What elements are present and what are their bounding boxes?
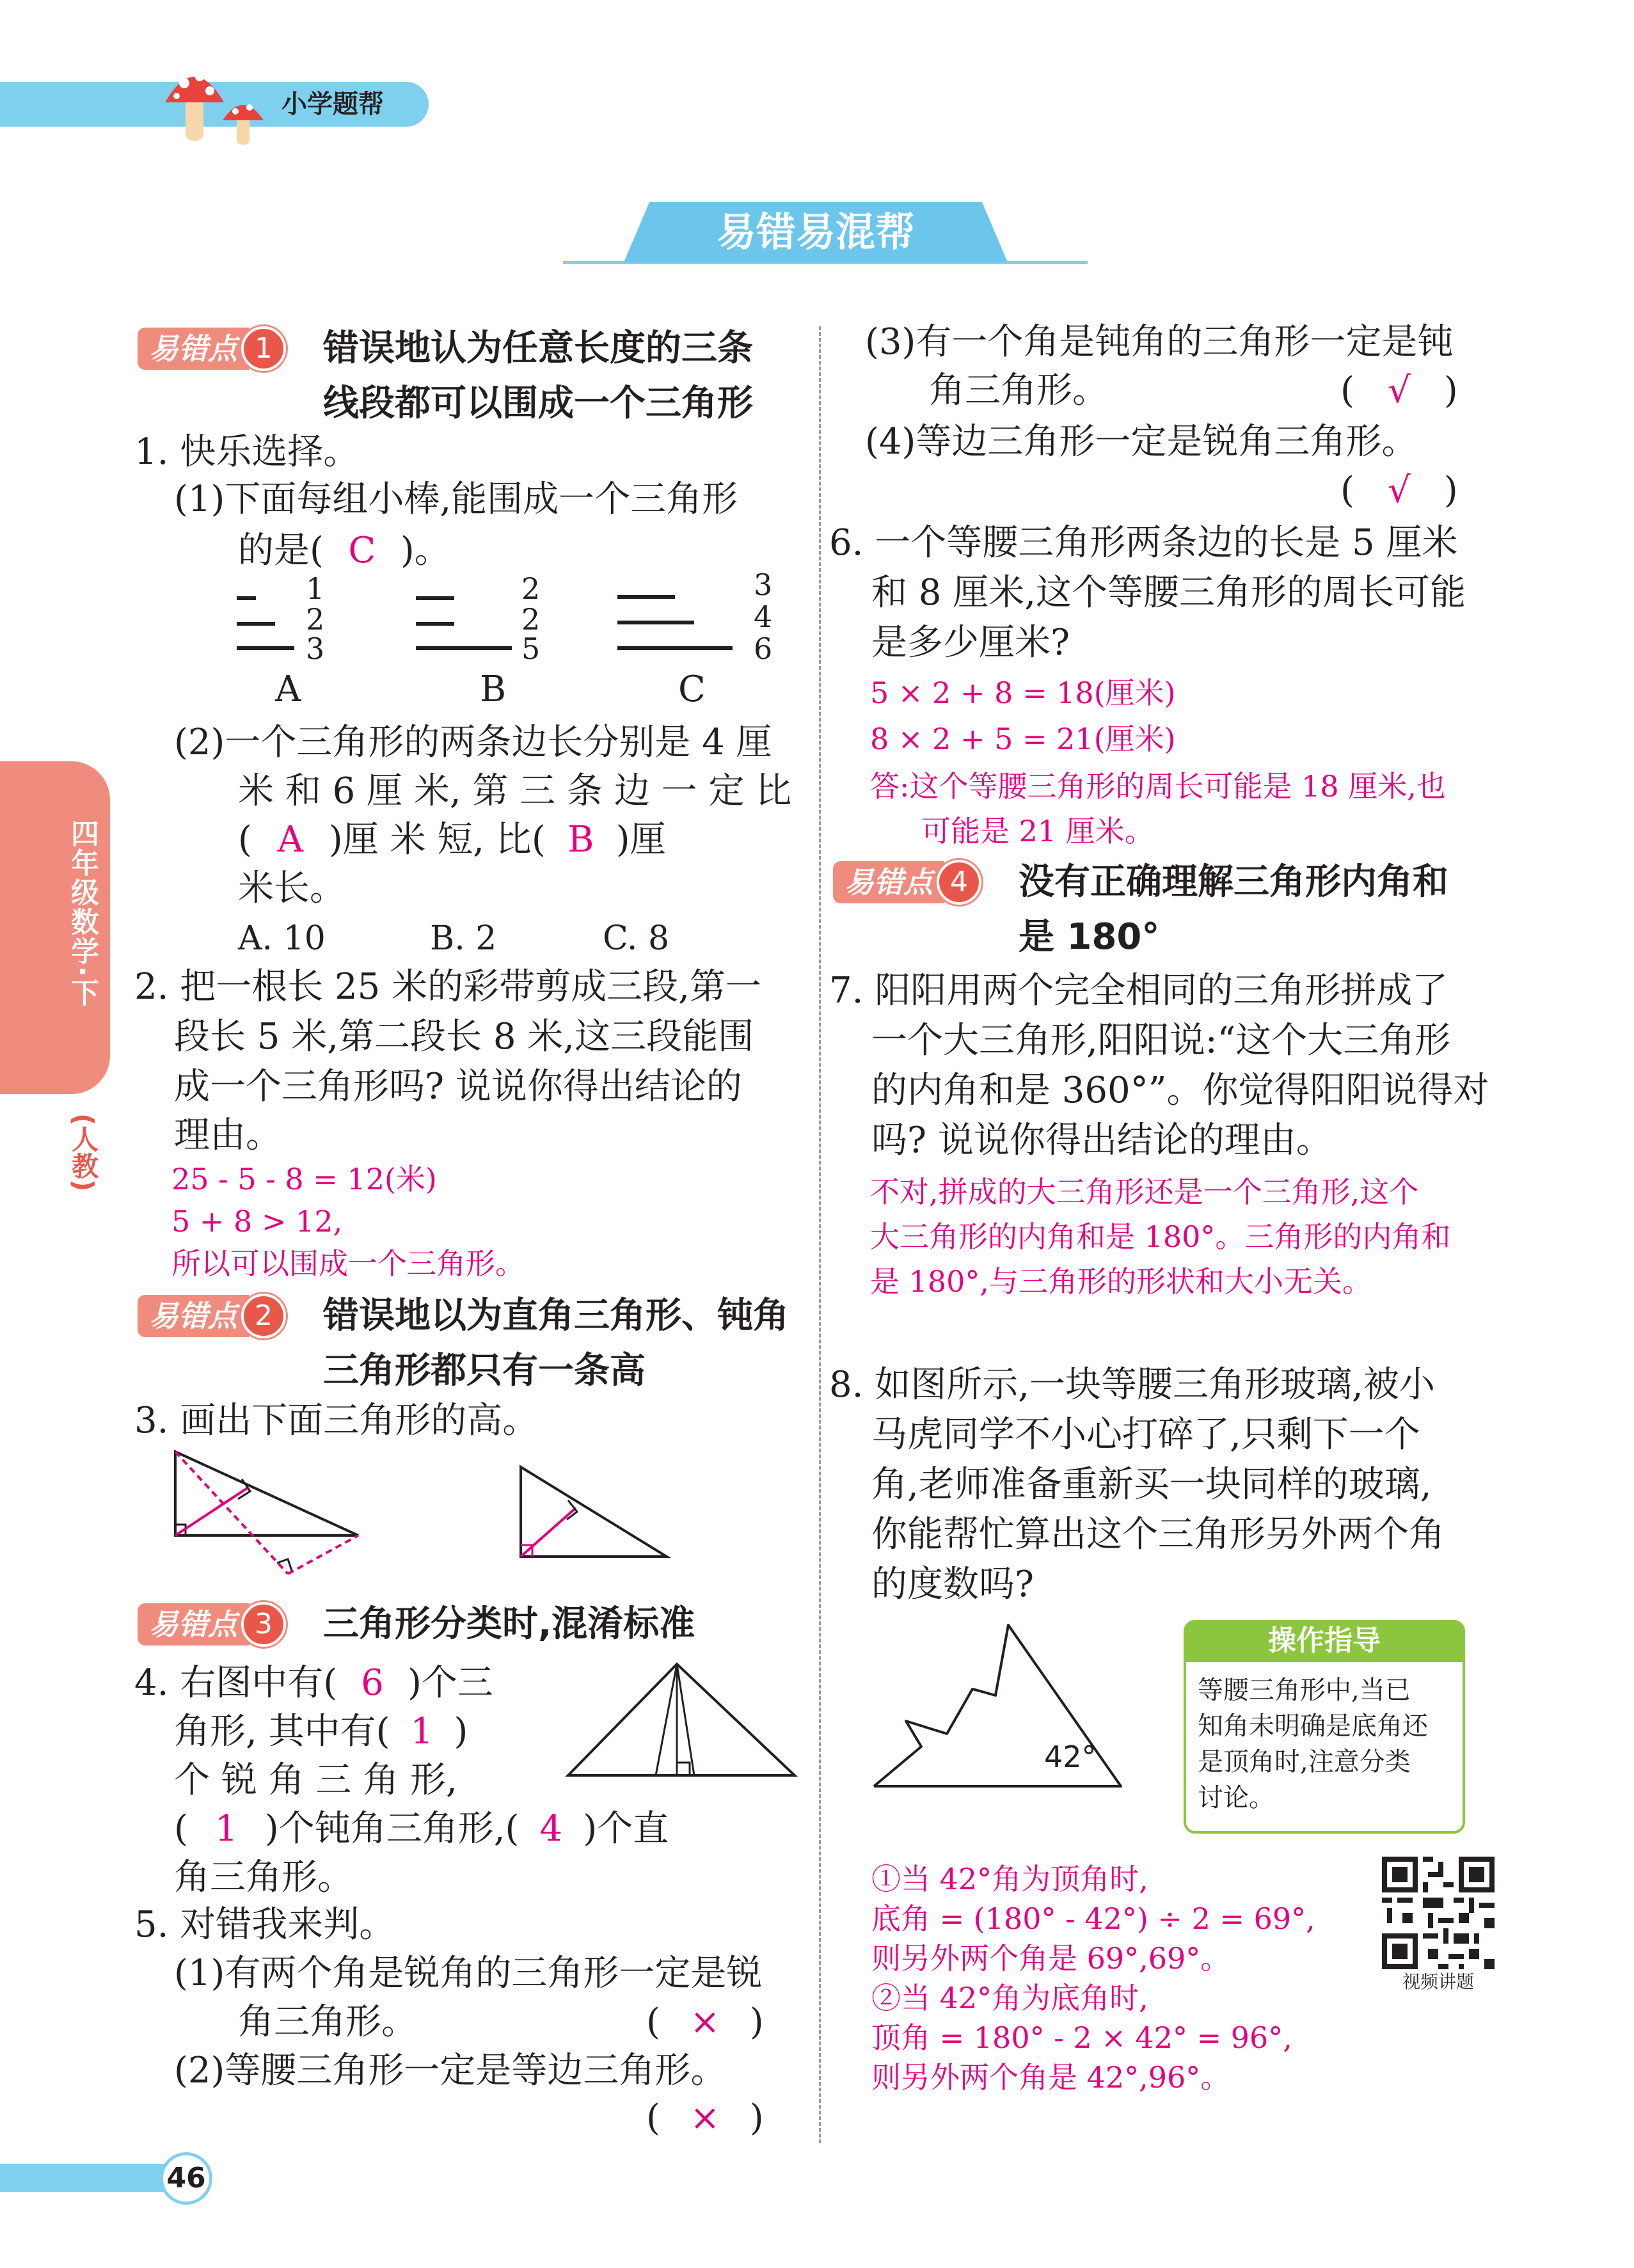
q1-p2-line2: 米 和 6 厘 米, 第 三 条 边 一 定 比 bbox=[238, 770, 792, 812]
error-point-2-label: 易错点 bbox=[138, 1295, 249, 1337]
q5-item-3-line2: 角三角形。 bbox=[929, 370, 1108, 411]
q7-line-2: 一个大三角形,阳阳说:“这个大三角形 bbox=[871, 1020, 1451, 1061]
q4-line-3: 个 锐 角 三 角 形, bbox=[174, 1759, 457, 1801]
q5-item-3-line1: (3)有一个角是钝角的三角形一定是钝 bbox=[865, 321, 1454, 363]
q5-item-3-bracket: ( √ ) bbox=[1340, 366, 1458, 416]
q6-line-1: 6. 一个等腰三角形两条边的长是 5 厘米 bbox=[829, 522, 1458, 564]
q4-answer-2: 1 bbox=[410, 1711, 434, 1752]
q4-line-2 bbox=[174, 1707, 468, 1757]
column-divider bbox=[819, 326, 821, 2143]
guide-title: 操作指导 bbox=[1268, 1624, 1381, 1657]
banner-title: 易错易混帮 bbox=[716, 209, 915, 255]
error-point-4-label: 易错点 bbox=[833, 861, 944, 903]
q7-answer-2: 大三角形的内角和是 180°。三角形的内角和 bbox=[870, 1219, 1451, 1254]
qr-caption: 视频讲题 bbox=[1402, 1971, 1474, 1992]
error-point-1-number: 1 bbox=[241, 326, 286, 371]
error-point-2-title-2: 三角形都只有一条高 bbox=[323, 1350, 646, 1392]
error-point-2-title-1: 错误地以为直角三角形、钝角 bbox=[323, 1295, 789, 1336]
q8-answer-2: 底角 = (180° - 42°) ÷ 2 = 69°, bbox=[871, 1901, 1315, 1936]
q5-item-1-line1: (1)有两个角是锐角的三角形一定是锐 bbox=[174, 1953, 763, 1994]
guide-text-2: 知角未明确是底角还 bbox=[1198, 1711, 1428, 1741]
q5-item-2-answer: × bbox=[690, 2097, 720, 2139]
q6-answer-4: 可能是 21 厘米。 bbox=[921, 814, 1154, 848]
q5-item-4-answer: √ bbox=[1388, 470, 1411, 511]
q8-answer-5: 顶角 = 180° - 2 × 42° = 96°, bbox=[871, 2020, 1292, 2055]
stick-a2-len: 2 bbox=[306, 602, 325, 637]
q7-line-4: 吗? 说说你得出结论的理由。 bbox=[871, 1120, 1332, 1161]
q8-answer-4: ②当 42°角为底角时, bbox=[871, 1981, 1148, 2015]
q8-answer-1: ①当 42°角为顶角时, bbox=[871, 1862, 1148, 1896]
page-number: 46 bbox=[166, 2162, 206, 2194]
guide-text-1: 等腰三角形中,当已 bbox=[1198, 1676, 1411, 1705]
error-point-2-number: 2 bbox=[241, 1294, 286, 1338]
error-point-4-number: 4 bbox=[937, 860, 981, 905]
q1-p1-line2 bbox=[238, 526, 450, 576]
q5-item-2-line1: (2)等腰三角形一定是等边三角形。 bbox=[174, 2050, 727, 2091]
q5-item-4-line1: (4)等边三角形一定是锐角三角形。 bbox=[865, 421, 1418, 463]
stick-a3-len: 3 bbox=[306, 631, 325, 666]
q5-item-1-line2: 角三角形。 bbox=[238, 2001, 417, 2043]
error-point-3-title: 三角形分类时,混淆标准 bbox=[323, 1603, 695, 1645]
q5-item-1-bracket: ( × ) bbox=[646, 1997, 764, 2047]
q1-stem: 1. 快乐选择。 bbox=[134, 431, 360, 473]
q1-option-b: B. 2 bbox=[430, 919, 497, 958]
error-point-1-title-1: 错误地认为任意长度的三条 bbox=[323, 328, 753, 369]
error-point-1-tag bbox=[138, 328, 286, 370]
q4-text-1b: )个三 bbox=[408, 1662, 493, 1704]
error-point-1-title-2: 线段都可以围成一个三角形 bbox=[323, 383, 753, 424]
q1-p2-answer-1: A bbox=[277, 819, 304, 860]
q5-item-3-answer: √ bbox=[1388, 370, 1411, 411]
q5-item-2-bracket: ( × ) bbox=[646, 2093, 764, 2143]
q1-p2-line1: (2)一个三角形的两条边长分别是 4 厘 bbox=[174, 722, 772, 763]
q1-p1-line1: (1)下面每组小棒,能围成一个三角形 bbox=[174, 479, 738, 520]
q4-text-1a: 4. 右图中有( bbox=[134, 1662, 338, 1704]
q1-p2-line4: 米长。 bbox=[238, 868, 345, 909]
q4-answer-1: 6 bbox=[361, 1662, 384, 1704]
q6-line-2: 和 8 厘米,这个等腰三角形的周长可能 bbox=[871, 572, 1466, 614]
sticks-figure bbox=[230, 567, 793, 710]
error-point-1-label: 易错点 bbox=[138, 328, 249, 370]
q8-line-2: 马虎同学不小心打碎了,只剩下一个 bbox=[871, 1414, 1420, 1455]
q3-triangle-1 bbox=[166, 1449, 371, 1586]
q4-answer-4: 4 bbox=[539, 1808, 563, 1850]
stick-c2-len: 4 bbox=[754, 599, 773, 634]
q2-line-1: 2. 把一根长 25 米的彩带剪成三段,第一 bbox=[134, 966, 761, 1008]
stick-b1-len: 2 bbox=[521, 571, 541, 606]
q7-answer-1: 不对,拼成的大三角形还是一个三角形,这个 bbox=[870, 1175, 1419, 1209]
error-point-4-title-1: 没有正确理解三角形内角和 bbox=[1019, 861, 1448, 903]
error-point-4-title-2: 是 180° bbox=[1019, 916, 1160, 958]
stick-c3-len: 6 bbox=[754, 631, 773, 666]
q2-line-3: 成一个三角形吗? 说说你得出结论的 bbox=[174, 1066, 742, 1107]
angle-label: 42° bbox=[1044, 1740, 1097, 1774]
q6-line-3: 是多少厘米? bbox=[871, 622, 1070, 663]
stick-b3-len: 5 bbox=[521, 631, 541, 666]
q8-line-1: 8. 如图所示,一块等腰三角形玻璃,被小 bbox=[829, 1364, 1435, 1406]
q8-answer-6: 则另外两个角是 42°,96°。 bbox=[871, 2060, 1230, 2095]
error-point-3-number: 3 bbox=[241, 1602, 286, 1647]
q8-answer-3: 则另外两个角是 69°,69°。 bbox=[871, 1941, 1230, 1976]
q1-option-a: A. 10 bbox=[238, 919, 326, 958]
q1-p1-text-a: 的是( bbox=[238, 530, 324, 571]
guide-text-3: 是顶角时,注意分类 bbox=[1198, 1747, 1411, 1777]
side-tab-grade: 四年级数学·下 bbox=[66, 819, 99, 1008]
stick-a1-len: 1 bbox=[306, 571, 325, 606]
q8-line-3: 角,老师准备重新买一块同样的玻璃, bbox=[871, 1464, 1432, 1505]
q5-item-4-bracket: ( √ ) bbox=[1340, 466, 1458, 516]
q4-text-2a: 角形, 其中有( bbox=[174, 1711, 390, 1752]
q4-text-4c: )个直 bbox=[583, 1808, 669, 1850]
q5-item-1-answer: × bbox=[690, 2001, 720, 2043]
q4-line-5: 角三角形。 bbox=[174, 1857, 353, 1898]
q2-answer-2: 5 + 8 > 12, bbox=[171, 1204, 343, 1239]
q8-line-5: 的度数吗? bbox=[871, 1564, 1035, 1605]
q1-option-c: C. 8 bbox=[603, 919, 670, 958]
error-point-3-label: 易错点 bbox=[138, 1603, 249, 1645]
q3-stem: 3. 画出下面三角形的高。 bbox=[134, 1400, 539, 1441]
q1-p1-text-b: )。 bbox=[400, 530, 450, 571]
q4-text-2b: ) bbox=[454, 1711, 468, 1752]
error-point-4-tag bbox=[833, 861, 981, 903]
q4-line-1 bbox=[134, 1658, 493, 1708]
q6-answer-2: 8 × 2 + 5 = 21(厘米) bbox=[870, 722, 1176, 756]
q4-triangle-figure bbox=[563, 1660, 800, 1791]
q2-answer-3: 所以可以围成一个三角形。 bbox=[171, 1246, 525, 1281]
q5-stem: 5. 对错我来判。 bbox=[134, 1904, 395, 1946]
side-tab-edition: (人教) bbox=[68, 1113, 99, 1192]
q7-line-3: 的内角和是 360°”。你觉得阳阳说得对 bbox=[871, 1070, 1489, 1111]
q2-answer-1: 25 - 5 - 8 = 12(米) bbox=[171, 1162, 437, 1196]
q4-line-4 bbox=[174, 1804, 669, 1854]
stick-group-label-a: A bbox=[275, 669, 301, 710]
stick-group-label-b: B bbox=[480, 669, 507, 710]
q1-p1-answer: C bbox=[348, 530, 376, 571]
q3-triangle-2 bbox=[512, 1462, 678, 1567]
q7-answer-3: 是 180°,与三角形的形状和大小无关。 bbox=[870, 1264, 1372, 1299]
guide-text-4: 讨论。 bbox=[1198, 1783, 1274, 1812]
q2-line-2: 段长 5 米,第二段长 8 米,这三段能围 bbox=[174, 1016, 754, 1058]
mushroom-logo bbox=[160, 58, 275, 147]
q2-line-4: 理由。 bbox=[174, 1114, 282, 1156]
q1-p2-answer-2: B bbox=[567, 819, 594, 860]
q7-line-1: 7. 阳阳用两个完全相同的三角形拼成了 bbox=[829, 970, 1448, 1011]
stick-c1-len: 3 bbox=[754, 567, 773, 602]
q8-line-4: 你能帮忙算出这个三角形另外两个角 bbox=[871, 1514, 1445, 1555]
stick-b2-len: 2 bbox=[521, 602, 541, 637]
q6-answer-1: 5 × 2 + 8 = 18(厘米) bbox=[870, 676, 1176, 710]
error-point-3-tag bbox=[138, 1603, 286, 1645]
q6-answer-3: 答:这个等腰三角形的周长可能是 18 厘米,也 bbox=[870, 769, 1446, 804]
brand-name: 小学题帮 bbox=[282, 90, 384, 119]
q4-text-4a: ( bbox=[174, 1808, 188, 1850]
error-point-2-tag bbox=[138, 1295, 286, 1337]
qr-code[interactable] bbox=[1382, 1857, 1495, 1972]
q1-p2-line3 bbox=[238, 815, 666, 865]
stick-group-label-c: C bbox=[678, 669, 706, 710]
q1-p2-text-c: )厘 bbox=[615, 819, 666, 860]
q4-answer-3: 1 bbox=[215, 1808, 238, 1850]
q1-p2-text-a: ( bbox=[238, 819, 252, 860]
q1-p2-text-b: )厘 米 短, 比( bbox=[328, 819, 546, 860]
q4-text-4b: )个钝角三角形,( bbox=[264, 1808, 520, 1850]
